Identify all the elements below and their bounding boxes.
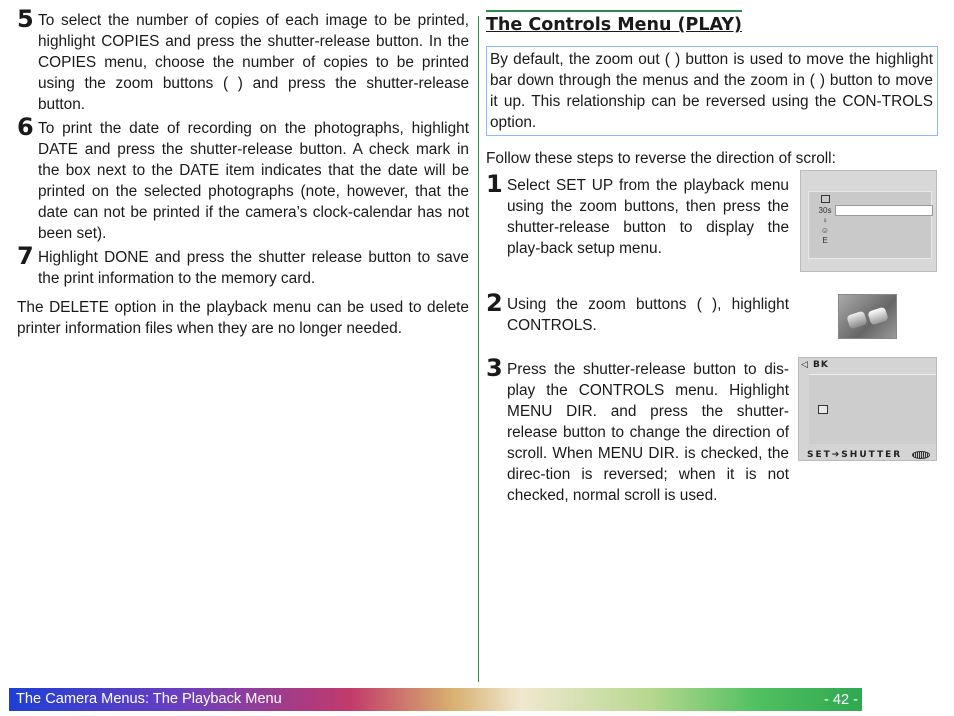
lead-text: Follow these steps to reverse the direction of scroll: bbox=[486, 150, 836, 167]
delete-note: The DELETE option in the playback menu can be used to delete printer information files when they are no longer needed. bbox=[17, 299, 469, 337]
step-number: 3 bbox=[486, 354, 503, 382]
column-divider bbox=[478, 16, 479, 682]
step-number: 1 bbox=[486, 170, 503, 198]
shutter-button-icon bbox=[912, 451, 930, 459]
step-number: 6 bbox=[17, 113, 34, 141]
step-text: To print the date of recording on the photographs, highlight DATE and press the shutter-release button. A check mark in the box next to the DATE item indicates that the date will be printed on the selected photographs (note, however, that the date can not be printed if the camera’s clock-calendar has not been set). bbox=[38, 120, 469, 242]
step-5 bbox=[17, 5, 469, 115]
zoom-buttons-image bbox=[838, 294, 897, 339]
set-shutter-label: SET➔SHUTTER bbox=[807, 450, 903, 460]
bulb-icon: ♀ bbox=[822, 216, 828, 225]
step-number: 2 bbox=[486, 289, 503, 317]
page-footer bbox=[9, 688, 862, 711]
page-number: - 42 - bbox=[823, 692, 858, 708]
highlight-bar bbox=[835, 205, 933, 216]
zoom-out-button-icon bbox=[846, 311, 867, 330]
step-text: Highlight DONE and press the shutter release button to save the print information to the memory card. bbox=[38, 249, 469, 287]
step-text: Select SET UP from the playback menu using the zoom buttons, then press the shutter-release button to display the play-back setup menu. bbox=[507, 177, 789, 257]
clock-icon: ☺ bbox=[820, 226, 830, 235]
step-7 bbox=[17, 242, 469, 289]
intro-box: By default, the zoom out ( ) button is used to move the highlight bar down through the menus and the zoom in ( ) button to move it up. This relationship can be reversed using the CON-TROLS option. bbox=[486, 46, 938, 136]
menu-dir-checkbox bbox=[818, 405, 828, 414]
back-label: ◁ BK bbox=[801, 360, 829, 370]
square-icon bbox=[821, 195, 830, 203]
controls-step-1 bbox=[486, 170, 789, 259]
setup-menu-screenshot bbox=[800, 170, 937, 272]
controls-step-3 bbox=[486, 354, 789, 506]
language-label: E bbox=[822, 236, 828, 245]
step-number: 7 bbox=[17, 242, 34, 270]
step-text: To select the number of copies of each image to be printed, highlight COPIES and press the shutter-release button. In the COPIES menu, choose the number of copies to be printed using the zoom buttons ( ) and press the shutter-release button. bbox=[38, 12, 469, 113]
step-text: Press the shutter-release button to dis-play the CONTROLS menu. Highlight MENU DIR. and press the shutter-release button to change the direction of scroll. When MENU DIR. is checked, the direc-tion is reversed; when it is not checked, normal scroll is used. bbox=[507, 361, 789, 504]
zoom-in-button-icon bbox=[867, 307, 888, 326]
left-column bbox=[17, 5, 469, 339]
footer-section-title: The Camera Menus: The Playback Menu bbox=[16, 691, 282, 707]
controls-menu-panel bbox=[809, 374, 936, 444]
setup-icons bbox=[815, 195, 835, 246]
timer-label: 30s bbox=[818, 206, 832, 215]
step-number: 5 bbox=[17, 5, 34, 33]
controls-menu-screenshot bbox=[798, 357, 937, 461]
section-heading: The Controls Menu (PLAY) bbox=[486, 10, 742, 36]
controls-step-2 bbox=[486, 289, 789, 336]
step-6 bbox=[17, 113, 469, 244]
step-text: Using the zoom buttons ( ), highlight CONTROLS. bbox=[507, 296, 789, 334]
